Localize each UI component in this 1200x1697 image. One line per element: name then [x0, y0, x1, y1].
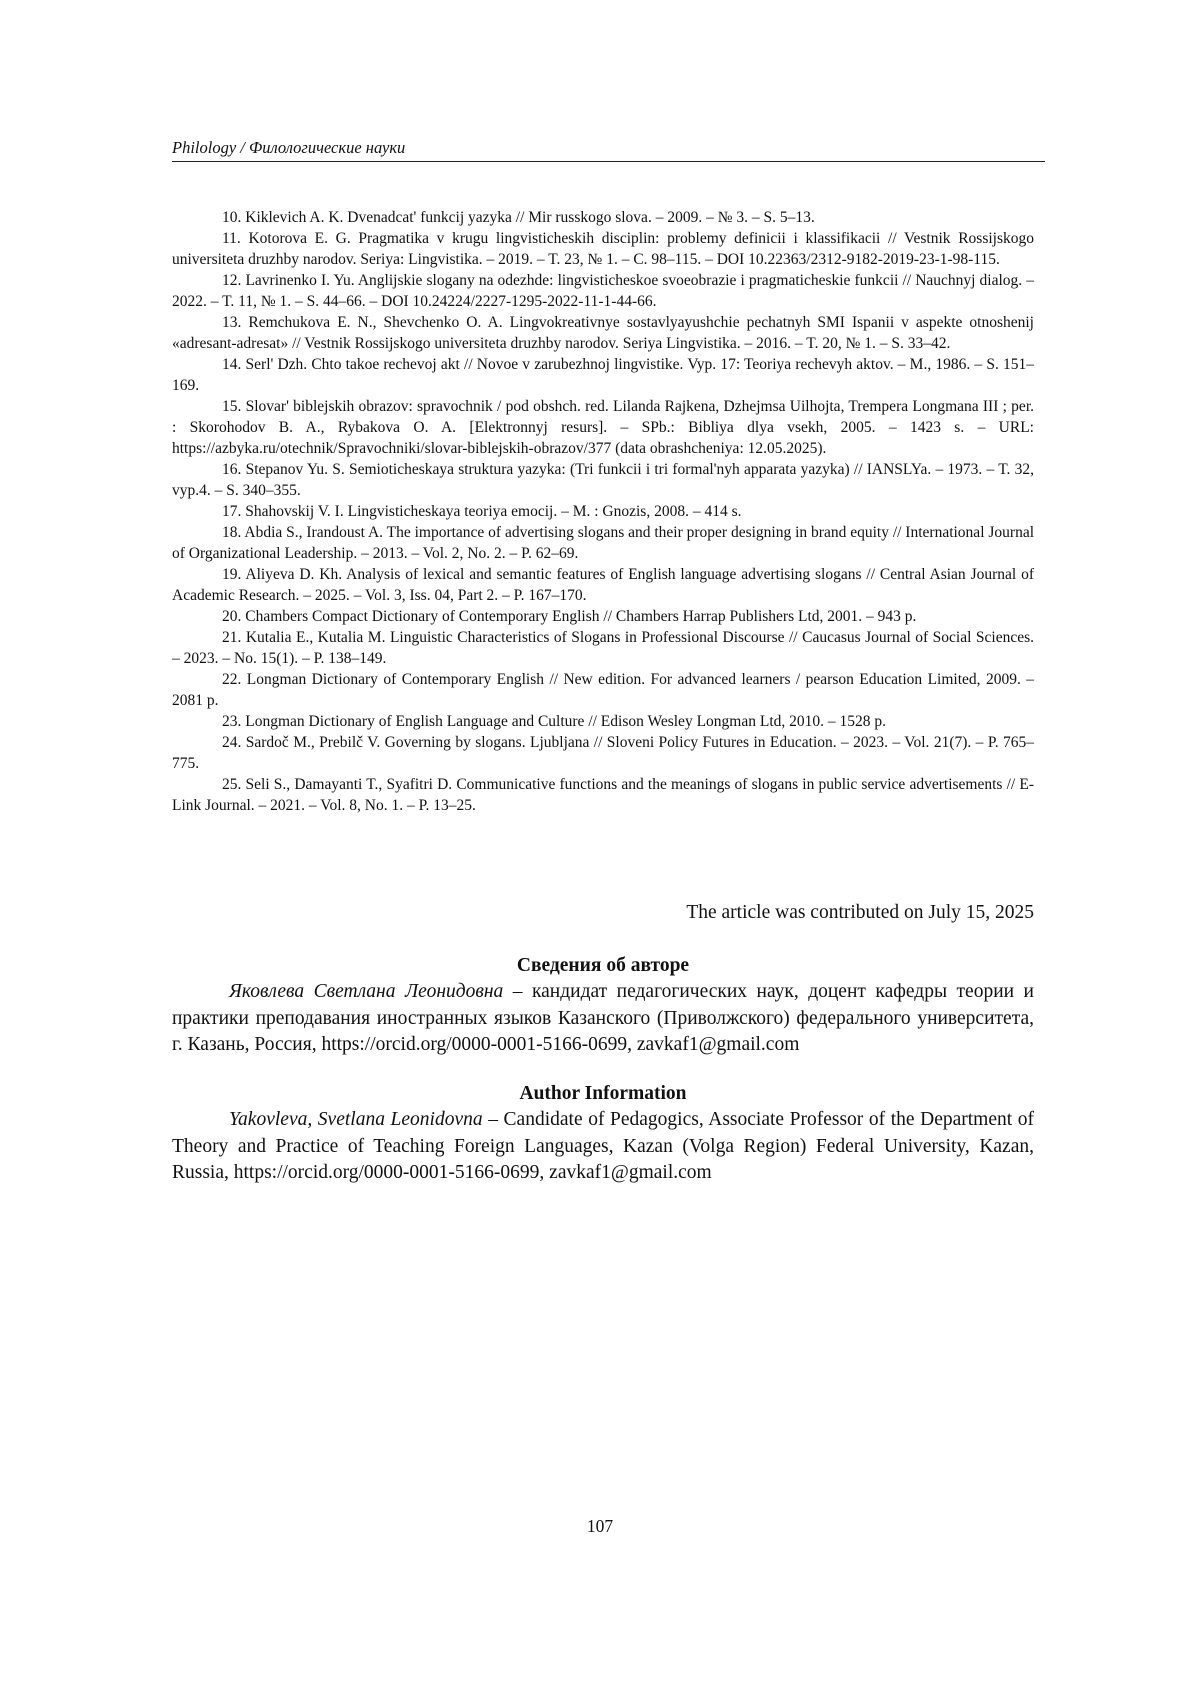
author-info-en-heading: Author Information [519, 1083, 687, 1104]
page-number: 107 [586, 1516, 614, 1536]
reference-item-14: 14. Serl' Dzh. Chto takoe rechevoj akt // Novoe v zarubezhnoj lingvistike. Vyp. 17: Teoriya rechevyh aktov. – M., 1986. – S. 151–169. [172, 356, 1034, 394]
reference-item-17: 17. Shahovskij V. I. Lingvisticheskaya teoriya emocij. – M. : Gnozis, 2008. – 414 s. [222, 503, 742, 520]
reference-item-24: 24. Sardoč M., Prebilč V. Governing by slogans. Ljubljana // Sloveni Policy Futures in Education. – 2023. – Vol. 21(7). – P. 765–775. [172, 734, 1034, 772]
author-details-ru: – кандидат педагогических наук, доцент кафедры теории и практики преподавания иностранных языков Казанского (Приволжского) федерального университета, г. Казань, Россия, https://orcid.org/0000-0001-5166-0699, zavkaf1@gmail.com [172, 981, 1034, 1055]
reference-item-15: 15. Slovar' biblejskih obrazov: spravochnik / pod obshch. red. Lilanda Rajkena, Dzhejmsa Uilhojta, Trempera Longmana III ; per. : Skorohodov B. A., Rybakova O. A. [Elektronnyj resurs]. – SPb.: Bibliya dlya vsekh, 2005. – 1423 s. – URL: https://azbyka.ru/otechnik/Spravochniki/slovar-biblejskih-obrazov/377 (data obrashcheniya: 12.05.2025). [172, 398, 1034, 457]
author-details-en: – Candidate of Pedagogics, Associate Professor of the Department of Theory and Practice of Teaching Foreign Languages, Kazan (Volga Region) Federal University, Kazan, Russia, https://orcid.org/0000-0001-5166-0699, zavkaf1@gmail.com [172, 1109, 1034, 1183]
reference-item-13: 13. Remchukova E. N., Shevchenko O. A. Lingvokreativnye sostavlyayushchie pechatnyh SMI Ispanii v aspekte otnoshenij «adresant-adresat» // Vestnik Rossijskogo universiteta druzhby narodov. Seriya Lingvistika. – 2016. – T. 20, № 1. – S. 33–42. [172, 314, 1034, 352]
author-info-ru-heading: Сведения об авторе [516, 955, 690, 976]
reference-item-10: 10. Kiklevich A. K. Dvenadcat' funkcij yazyka // Mir russkogo slova. – 2009. – № 3. – S. 5–13. [222, 209, 815, 226]
reference-item-11: 11. Kotorova E. G. Pragmatika v krugu lingvisticheskih disciplin: problemy definicii i klassifikacii // Vestnik Rossijskogo universiteta druzhby narodov. Seriya: Lingvistika. – 2019. – T. 23, № 1. – С. 98–115. – DOI 10.22363/2312-9182-2019-23-1-98-115. [172, 230, 1034, 268]
running-head: Philology / Филологические науки [172, 138, 1045, 162]
reference-item-25: 25. Seli S., Damayanti T., Syafitri D. Communicative functions and the meanings of slogans in public service advertisements // E-Link Journal. – 2021. – Vol. 8, No. 1. – P. 13–25. [172, 776, 1034, 814]
author-name-en: Yakovleva, Svetlana Leonidovna [229, 1109, 483, 1130]
reference-item-16: 16. Stepanov Yu. S. Semioticheskaya struktura yazyka: (Tri funkcii i tri formal'nyh apparata yazyka) // IANSLYa. – 1973. – T. 32, vyp.4. – S. 340–355. [172, 461, 1034, 499]
reference-item-22: 22. Longman Dictionary of Contemporary English // New edition. For advanced learners / pearson Education Limited, 2009. – 2081 p. [172, 671, 1034, 709]
reference-item-19: 19. Aliyeva D. Kh. Analysis of lexical and semantic features of English language advertising slogans // Central Asian Journal of Academic Research. – 2025. – Vol. 3, Iss. 04, Part 2. – P. 167–170. [172, 566, 1034, 604]
author-info-ru-text [172, 979, 1034, 1059]
reference-item-21: 21. Kutalia E., Kutalia M. Linguistic Characteristics of Slogans in Professional Discourse // Caucasus Journal of Social Sciences. – 2023. – No. 15(1). – P. 138–149. [172, 629, 1034, 667]
author-info-en [172, 1081, 1034, 1187]
author-info-ru [172, 953, 1034, 1059]
author-name-ru: Яковлева Светлана Леонидовна [229, 981, 504, 1002]
reference-item-18: 18. Abdia S., Irandoust A. The importance of advertising slogans and their proper designing in brand equity // International Journal of Organizational Leadership. – 2013. – Vol. 2, No. 2. – P. 62–69. [172, 524, 1035, 562]
author-info-en-text [172, 1107, 1034, 1187]
reference-item-20: 20. Chambers Compact Dictionary of Contemporary English // Chambers Harrap Publishers Ltd, 2001. – 943 p. [222, 608, 917, 625]
reference-item-23: 23. Longman Dictionary of English Language and Culture // Edison Wesley Longman Ltd, 2010. – 1528 p. [222, 713, 886, 730]
contributed-note: The article was contributed on July 15, 2025 [686, 902, 1034, 923]
reference-item-12: 12. Lavrinenko I. Yu. Anglijskie slogany na odezhde: lingvisticheskoe svoeobrazie i pragmaticheskie funkcii // Nauchnyj dialog. – 2022. – T. 11, № 1. – S. 44–66. – DOI 10.24224/2227-1295-2022-11-1-44-66. [172, 272, 1034, 310]
reference-list [172, 207, 1034, 816]
